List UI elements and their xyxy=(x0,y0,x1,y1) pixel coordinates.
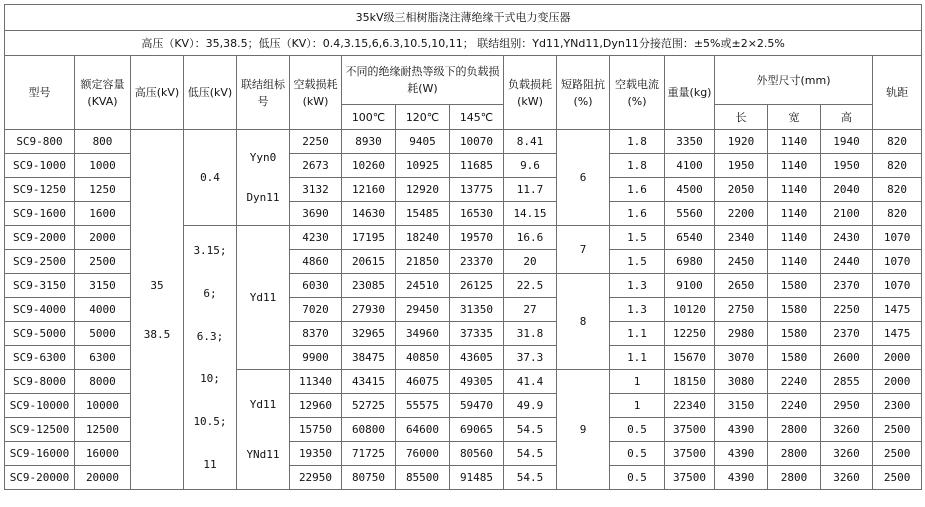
cell-impedance: 8 xyxy=(557,274,610,370)
cell-load-loss: 8.41 xyxy=(504,130,557,154)
cell-no-load-loss: 4230 xyxy=(290,226,342,250)
header-t100: 100℃ xyxy=(342,105,396,130)
cell-width: 1140 xyxy=(768,202,821,226)
cell-loss-145: 23370 xyxy=(450,250,504,274)
cell-gauge: 2500 xyxy=(873,442,922,466)
cell-load-loss: 37.3 xyxy=(504,346,557,370)
cell-no-load-current: 0.5 xyxy=(610,466,665,490)
cell-loss-145: 91485 xyxy=(450,466,504,490)
cell-lv-value: 6; xyxy=(203,286,217,300)
cell-vector-group xyxy=(237,130,290,226)
cell-height: 1950 xyxy=(821,154,873,178)
cell-no-load-current: 1.6 xyxy=(610,202,665,226)
cell-gauge: 820 xyxy=(873,202,922,226)
header-lv: 低压(kV) xyxy=(184,56,237,130)
cell-model: SC9-6300 xyxy=(5,346,75,370)
cell-load-loss: 22.5 xyxy=(504,274,557,298)
cell-hv-value: 38.5 xyxy=(143,327,171,341)
cell-weight: 18150 xyxy=(665,370,715,394)
cell-height: 2250 xyxy=(821,298,873,322)
cell-model: SC9-3150 xyxy=(5,274,75,298)
cell-model: SC9-20000 xyxy=(5,466,75,490)
cell-no-load-loss: 7020 xyxy=(290,298,342,322)
cell-model: SC9-10000 xyxy=(5,394,75,418)
cell-length: 1950 xyxy=(715,154,768,178)
header-weight: 重量(kg) xyxy=(665,56,715,130)
cell-no-load-loss: 11340 xyxy=(290,370,342,394)
cell-length: 2340 xyxy=(715,226,768,250)
cell-loss-100: 10260 xyxy=(342,154,396,178)
cell-weight: 4100 xyxy=(665,154,715,178)
spec-table xyxy=(4,4,922,490)
cell-height: 3260 xyxy=(821,418,873,442)
cell-weight: 10120 xyxy=(665,298,715,322)
cell-no-load-current: 1.8 xyxy=(610,154,665,178)
cell-load-loss: 16.6 xyxy=(504,226,557,250)
cell-loss-100: 17195 xyxy=(342,226,396,250)
cell-loss-100: 12160 xyxy=(342,178,396,202)
cell-load-loss: 31.8 xyxy=(504,322,557,346)
cell-weight: 6980 xyxy=(665,250,715,274)
cell-loss-120: 40850 xyxy=(396,346,450,370)
cell-loss-120: 21850 xyxy=(396,250,450,274)
cell-loss-100: 14630 xyxy=(342,202,396,226)
cell-height: 2040 xyxy=(821,178,873,202)
cell-load-loss: 49.9 xyxy=(504,394,557,418)
cell-length: 1920 xyxy=(715,130,768,154)
cell-impedance: 6 xyxy=(557,130,610,226)
cell-gauge: 1070 xyxy=(873,274,922,298)
cell-loss-120: 9405 xyxy=(396,130,450,154)
cell-loss-145: 59470 xyxy=(450,394,504,418)
cell-weight: 3350 xyxy=(665,130,715,154)
header-height: 高 xyxy=(821,105,873,130)
cell-no-load-current: 1.8 xyxy=(610,130,665,154)
cell-no-load-current: 1.1 xyxy=(610,322,665,346)
cell-capacity: 1250 xyxy=(75,178,131,202)
cell-lv-value: 10.5; xyxy=(193,414,227,428)
cell-weight: 4500 xyxy=(665,178,715,202)
cell-capacity: 10000 xyxy=(75,394,131,418)
cell-capacity: 12500 xyxy=(75,418,131,442)
cell-vector-group xyxy=(237,370,290,490)
cell-model: SC9-1600 xyxy=(5,202,75,226)
cell-width: 2240 xyxy=(768,394,821,418)
cell-loss-145: 16530 xyxy=(450,202,504,226)
cell-weight: 6540 xyxy=(665,226,715,250)
cell-vector-group-value: YNd11 xyxy=(246,448,280,461)
header-t120: 120℃ xyxy=(396,105,450,130)
header-no-load-loss: 空载损耗(kW) xyxy=(290,56,342,130)
cell-height: 3260 xyxy=(821,466,873,490)
header-no-load-current: 空载电流(%) xyxy=(610,56,665,130)
cell-no-load-current: 1.1 xyxy=(610,346,665,370)
cell-height: 3260 xyxy=(821,442,873,466)
cell-capacity: 20000 xyxy=(75,466,131,490)
cell-no-load-loss: 9900 xyxy=(290,346,342,370)
cell-model: SC9-12500 xyxy=(5,418,75,442)
table-note: 高压（KV）：35,38.5；低压（KV）：0.4,3.15,6,6.3,10.5,10,11； 联结组别：Yd11,YNd11,Dyn11分接范围：±5%或±2×2.5% xyxy=(5,31,922,56)
cell-gauge: 2300 xyxy=(873,394,922,418)
header-rated-capacity: 额定容量(KVA) xyxy=(75,56,131,130)
cell-loss-145: 26125 xyxy=(450,274,504,298)
cell-no-load-loss: 19350 xyxy=(290,442,342,466)
cell-load-loss: 14.15 xyxy=(504,202,557,226)
cell-loss-145: 10070 xyxy=(450,130,504,154)
cell-length: 4390 xyxy=(715,466,768,490)
cell-height: 2430 xyxy=(821,226,873,250)
cell-load-loss: 9.6 xyxy=(504,154,557,178)
cell-length: 2750 xyxy=(715,298,768,322)
cell-model: SC9-5000 xyxy=(5,322,75,346)
cell-no-load-current: 1.6 xyxy=(610,178,665,202)
cell-height: 2440 xyxy=(821,250,873,274)
cell-capacity: 8000 xyxy=(75,370,131,394)
cell-no-load-current: 1 xyxy=(610,370,665,394)
cell-no-load-loss: 8370 xyxy=(290,322,342,346)
cell-loss-120: 64600 xyxy=(396,418,450,442)
cell-model: SC9-2000 xyxy=(5,226,75,250)
cell-loss-120: 24510 xyxy=(396,274,450,298)
cell-height: 2370 xyxy=(821,274,873,298)
cell-gauge: 1475 xyxy=(873,298,922,322)
cell-loss-100: 23085 xyxy=(342,274,396,298)
cell-length: 2200 xyxy=(715,202,768,226)
cell-capacity: 3150 xyxy=(75,274,131,298)
header-t145: 145℃ xyxy=(450,105,504,130)
cell-vector-group-list xyxy=(237,138,289,218)
cell-width: 2800 xyxy=(768,466,821,490)
cell-length: 3070 xyxy=(715,346,768,370)
cell-loss-100: 8930 xyxy=(342,130,396,154)
cell-no-load-loss: 2673 xyxy=(290,154,342,178)
header-load-loss-group: 不同的绝缘耐热等级下的负载损耗(W) xyxy=(342,56,504,105)
cell-model: SC9-1000 xyxy=(5,154,75,178)
cell-width: 1140 xyxy=(768,250,821,274)
cell-weight: 37500 xyxy=(665,418,715,442)
cell-length: 4390 xyxy=(715,442,768,466)
cell-height: 1940 xyxy=(821,130,873,154)
cell-gauge: 2500 xyxy=(873,418,922,442)
cell-height: 2100 xyxy=(821,202,873,226)
header-gauge: 轨距 xyxy=(873,56,922,130)
cell-capacity: 1000 xyxy=(75,154,131,178)
header-hv: 高压(kV) xyxy=(131,56,184,130)
cell-capacity: 2500 xyxy=(75,250,131,274)
cell-width: 1140 xyxy=(768,178,821,202)
cell-no-load-loss: 12960 xyxy=(290,394,342,418)
cell-length: 2050 xyxy=(715,178,768,202)
cell-loss-120: 85500 xyxy=(396,466,450,490)
cell-gauge: 1475 xyxy=(873,322,922,346)
cell-lv-list xyxy=(184,230,236,486)
cell-loss-120: 12920 xyxy=(396,178,450,202)
cell-width: 2800 xyxy=(768,442,821,466)
spec-sheet xyxy=(4,4,921,504)
header-length: 长 xyxy=(715,105,768,130)
cell-weight: 37500 xyxy=(665,466,715,490)
cell-loss-100: 60800 xyxy=(342,418,396,442)
cell-gauge: 1070 xyxy=(873,226,922,250)
cell-load-loss: 11.7 xyxy=(504,178,557,202)
header-load-loss: 负载损耗(kW) xyxy=(504,56,557,130)
cell-width: 1580 xyxy=(768,346,821,370)
cell-loss-120: 76000 xyxy=(396,442,450,466)
cell-width: 2800 xyxy=(768,418,821,442)
cell-loss-120: 18240 xyxy=(396,226,450,250)
cell-no-load-current: 1.5 xyxy=(610,226,665,250)
cell-height: 2600 xyxy=(821,346,873,370)
cell-weight: 9100 xyxy=(665,274,715,298)
cell-length: 2650 xyxy=(715,274,768,298)
cell-no-load-loss: 22950 xyxy=(290,466,342,490)
cell-loss-100: 71725 xyxy=(342,442,396,466)
cell-gauge: 820 xyxy=(873,130,922,154)
cell-lv-value: 6.3; xyxy=(196,329,224,343)
cell-no-load-loss: 6030 xyxy=(290,274,342,298)
cell-capacity: 6300 xyxy=(75,346,131,370)
cell-loss-100: 32965 xyxy=(342,322,396,346)
cell-gauge: 2000 xyxy=(873,346,922,370)
cell-gauge: 2000 xyxy=(873,370,922,394)
cell-lv: 0.4 xyxy=(184,130,237,226)
cell-lv-value: 10; xyxy=(200,372,220,386)
cell-width: 1140 xyxy=(768,130,821,154)
cell-loss-120: 15485 xyxy=(396,202,450,226)
cell-capacity: 4000 xyxy=(75,298,131,322)
table-body xyxy=(5,130,922,490)
table-row xyxy=(5,130,922,154)
cell-model: SC9-800 xyxy=(5,130,75,154)
cell-vector-group-value: Yd11 xyxy=(249,398,277,411)
cell-weight: 22340 xyxy=(665,394,715,418)
cell-loss-145: 80560 xyxy=(450,442,504,466)
cell-width: 2240 xyxy=(768,370,821,394)
cell-lv-value: 11 xyxy=(203,457,217,471)
cell-vector-group: Yd11 xyxy=(237,226,290,370)
header-vector-group: 联结组标号 xyxy=(237,56,290,130)
cell-height: 2855 xyxy=(821,370,873,394)
cell-vector-group-list xyxy=(237,380,289,480)
cell-height: 2370 xyxy=(821,322,873,346)
cell-weight: 37500 xyxy=(665,442,715,466)
cell-gauge: 1070 xyxy=(873,250,922,274)
cell-hv-list xyxy=(131,180,183,440)
cell-no-load-current: 0.5 xyxy=(610,442,665,466)
cell-loss-100: 27930 xyxy=(342,298,396,322)
header-width: 宽 xyxy=(768,105,821,130)
cell-loss-145: 13775 xyxy=(450,178,504,202)
cell-lv xyxy=(184,226,237,490)
table-title: 35kV级三相树脂浇注薄绝缘干式电力变压器 xyxy=(5,5,922,31)
cell-loss-145: 37335 xyxy=(450,322,504,346)
cell-loss-120: 10925 xyxy=(396,154,450,178)
cell-no-load-current: 1 xyxy=(610,394,665,418)
cell-no-load-current: 1.3 xyxy=(610,274,665,298)
cell-capacity: 2000 xyxy=(75,226,131,250)
cell-length: 4390 xyxy=(715,418,768,442)
cell-loss-145: 11685 xyxy=(450,154,504,178)
cell-loss-120: 46075 xyxy=(396,370,450,394)
cell-no-load-current: 1.3 xyxy=(610,298,665,322)
header-dimensions: 外型尺寸(mm) xyxy=(715,56,873,105)
cell-no-load-loss: 3132 xyxy=(290,178,342,202)
cell-impedance: 9 xyxy=(557,370,610,490)
cell-width: 1140 xyxy=(768,226,821,250)
cell-width: 1140 xyxy=(768,154,821,178)
cell-load-loss: 54.5 xyxy=(504,418,557,442)
cell-gauge: 2500 xyxy=(873,466,922,490)
cell-lv-value: 3.15; xyxy=(193,244,227,258)
cell-loss-100: 80750 xyxy=(342,466,396,490)
cell-capacity: 800 xyxy=(75,130,131,154)
cell-no-load-loss: 2250 xyxy=(290,130,342,154)
cell-loss-120: 29450 xyxy=(396,298,450,322)
cell-no-load-loss: 15750 xyxy=(290,418,342,442)
cell-load-loss: 20 xyxy=(504,250,557,274)
header-impedance: 短路阻抗(%) xyxy=(557,56,610,130)
cell-length: 2450 xyxy=(715,250,768,274)
cell-width: 1580 xyxy=(768,298,821,322)
cell-model: SC9-2500 xyxy=(5,250,75,274)
cell-load-loss: 54.5 xyxy=(504,442,557,466)
cell-loss-100: 43415 xyxy=(342,370,396,394)
cell-capacity: 1600 xyxy=(75,202,131,226)
cell-width: 1580 xyxy=(768,274,821,298)
cell-capacity: 5000 xyxy=(75,322,131,346)
cell-no-load-loss: 4860 xyxy=(290,250,342,274)
cell-length: 3080 xyxy=(715,370,768,394)
cell-loss-100: 38475 xyxy=(342,346,396,370)
cell-gauge: 820 xyxy=(873,178,922,202)
cell-length: 2980 xyxy=(715,322,768,346)
cell-vector-group-value: Dyn11 xyxy=(246,191,280,204)
cell-length: 3150 xyxy=(715,394,768,418)
cell-load-loss: 27 xyxy=(504,298,557,322)
cell-no-load-current: 1.5 xyxy=(610,250,665,274)
cell-hv xyxy=(131,130,184,490)
cell-width: 1580 xyxy=(768,322,821,346)
cell-vector-group-value: Yyn0 xyxy=(249,151,277,164)
cell-no-load-current: 0.5 xyxy=(610,418,665,442)
cell-height: 2950 xyxy=(821,394,873,418)
cell-weight: 15670 xyxy=(665,346,715,370)
cell-model: SC9-1250 xyxy=(5,178,75,202)
cell-gauge: 820 xyxy=(873,154,922,178)
cell-loss-120: 34960 xyxy=(396,322,450,346)
cell-loss-145: 31350 xyxy=(450,298,504,322)
cell-impedance: 7 xyxy=(557,226,610,274)
cell-loss-145: 69065 xyxy=(450,418,504,442)
cell-loss-145: 19570 xyxy=(450,226,504,250)
cell-load-loss: 41.4 xyxy=(504,370,557,394)
cell-no-load-loss: 3690 xyxy=(290,202,342,226)
cell-weight: 5560 xyxy=(665,202,715,226)
cell-model: SC9-4000 xyxy=(5,298,75,322)
cell-loss-100: 20615 xyxy=(342,250,396,274)
cell-model: SC9-8000 xyxy=(5,370,75,394)
cell-loss-100: 52725 xyxy=(342,394,396,418)
cell-load-loss: 54.5 xyxy=(504,466,557,490)
cell-loss-145: 49305 xyxy=(450,370,504,394)
cell-capacity: 16000 xyxy=(75,442,131,466)
header-model: 型号 xyxy=(5,56,75,130)
cell-weight: 12250 xyxy=(665,322,715,346)
cell-loss-145: 43605 xyxy=(450,346,504,370)
cell-hv-value: 35 xyxy=(150,278,164,292)
cell-loss-120: 55575 xyxy=(396,394,450,418)
cell-model: SC9-16000 xyxy=(5,442,75,466)
